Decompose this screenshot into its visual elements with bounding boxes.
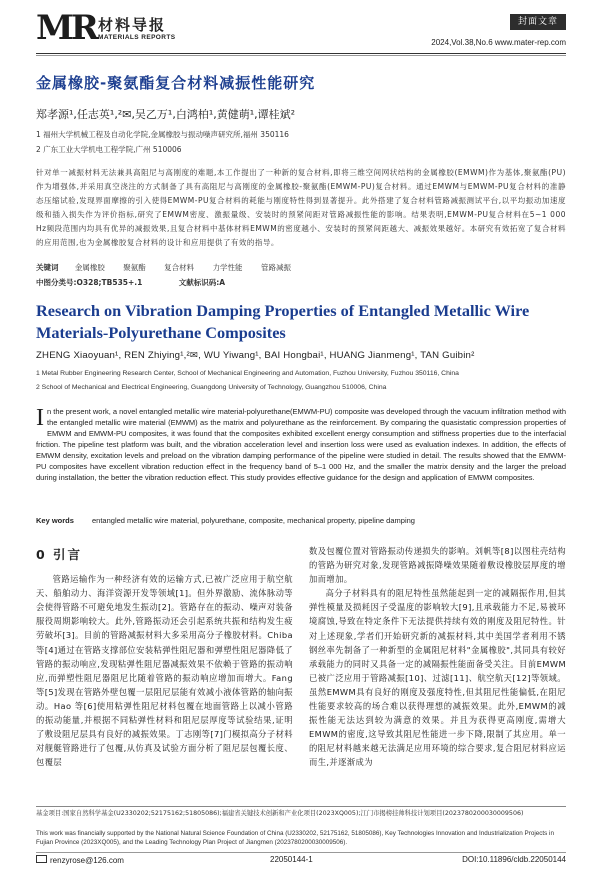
body-paragraph: 数及包覆位置对管路振动传递损失的影响。刘帆等[8]以图柱壳结构的管路为研究对象,发现管路减振降噪效果随着敷设橡胶层厚度的增加而增加。 bbox=[309, 546, 566, 585]
clc-value: O328;TB535+.1 bbox=[76, 278, 143, 287]
footer-divider bbox=[36, 852, 566, 853]
header-divider-thin bbox=[36, 55, 566, 56]
affiliation-cn-1: 1 福州大学机械工程及自动化学院,金属橡胶与振动噪声研究所,福州 350116 bbox=[36, 130, 289, 139]
keywords-en bbox=[36, 516, 415, 525]
footnote-divider bbox=[36, 806, 566, 807]
section-tag: 封面文章 bbox=[510, 14, 566, 30]
keyword-cn: 聚氨酯 bbox=[123, 263, 146, 272]
title-en: Research on Vibration Damping Properties of Entangled Metallic Wire Materials-Polyurethane Composites bbox=[36, 301, 530, 342]
journal-name-cn: 材料导报 bbox=[98, 16, 167, 34]
affiliation-en-2: 2 School of Mechanical and Electrical Engineering, Guangdong University of Technology, Guangzhou 510006, China bbox=[36, 384, 387, 391]
keyword-cn: 金属橡胶 bbox=[74, 263, 105, 272]
classification-line bbox=[36, 277, 225, 288]
clc-label: 中图分类号: bbox=[36, 278, 77, 287]
authors-cn: 郑孝源¹,任志英¹,²✉,吴乙万¹,白鸿柏¹,黄健萌¹,谭桂斌² bbox=[36, 108, 296, 121]
keyword-cn: 复合材料 bbox=[164, 263, 195, 272]
section-heading: 0 引言 bbox=[36, 547, 83, 562]
doc-code-value: A bbox=[219, 278, 226, 287]
affiliation-cn-2: 2 广东工业大学机电工程学院,广州 510006 bbox=[36, 145, 182, 154]
abstract-cn: 针对单一减振材料无法兼具高阻尼与高刚度的难题,本工作提出了一种新的复合材料,即将三维空间网状结构的金属橡胶(EMWM)作为基体,聚氨酯(PU)作为增强体,并采用真空浇注的方式制备了具有高阻尼与高刚度的金属橡胶-聚氨酯(EMWM-PU)复合材料。通过EMWM与EMWM-PU复合材料的准静态压缩试验,发现界面摩擦的引入使得EMWM-PU复合材料的耗能与刚度特性得到显著提升。此外搭建了复合材料管路减振测试平台,以平均振动加速度级和插入损失作为评价指标,研究了EMWM密度、激振量级、安装时的预紧间距对管路减振性能的影响。结果表明,EMWM-PU复合材料在5~1 000 Hz频段范围内均具有优异的减振效果,且复合材料中基体材料EMWM的密度越小、安装时的预紧间距越大、减振效果越好。本研究有效拓宽了复合材料的应用范围,也为金属橡胶复合材料的设计和应用提供了有效的指导。 bbox=[36, 168, 566, 247]
header-divider bbox=[36, 53, 566, 54]
footer-email-text[interactable]: renzyrose@126.com bbox=[50, 856, 124, 865]
abstract-en-text: n the present work, a novel entangled metallic wire material-polyurethane(EMWM-PU) composite was developed through the vacuum infiltration method with the entangled metallic wire material (EMWM) as the matrix and polyurethane as the reinforcement. By comparing the quasistatic compression properties of EMWM and EMWM-PU composites, it was found that the composites exhibited excellent energy consumption and stiffness properties due to the interfacial friction. The pipeline test platform was built, and the vibration acceleration level and insertion loss were used as evaluation indexes. In addition, the effects of EMWM density, excitation levels and preload on the vibration damping performance of the pipeline were studied in detail. The results showed that the EMWM-PU composites have excellent vibration reduction effect in the frequency band of 5–1 000 Hz, and the smaller the matrix density and the larger the preload during installation, the better the vibration reduction effect. This study provides effective guidance for the design and application of EMWM composites. bbox=[36, 407, 566, 482]
funding-cn: 基金项目:国家自然科学基金(U2330202;52175162;51805086);福建省关键技术创新和产业化项目(2023XQ005);江门市揭榜挂帅科技计划项目(2023780200030009506) bbox=[36, 810, 524, 817]
body-column-right bbox=[309, 544, 566, 770]
doc-code-label: 文献标识码: bbox=[178, 278, 220, 287]
journal-logo-mark: MR bbox=[36, 8, 96, 48]
funding-en: This work was financially supported by the National Natural Science Foundation of China (U2330202, 52175162, 51805086), Key Technologies Innovation and Industrialization Projects in Fujian Province (2023XQ005), and the Leading Technology Plan Project of Jiangmen (2023780200030009506). bbox=[36, 830, 554, 846]
body-paragraph: 高分子材料具有的阻尼特性虽然能起到一定的减隔振作用,但其弹性模量及损耗因子受温度的影响较大[9],且承载能力不足,易被环境腐蚀,导致在特定条件下无法提供持续有效的刚度及阻尼特性。针对上述现象,学者们开始研究新的减振材料,其中美国学者利用不锈钢丝率先制备了一种新型的金属阻尼材料"金属橡胶",其同具有较好承载能力的同时又具备一定的减隔振性能面备受关注。目前EMWM已被广泛应用于管路减振[10]、过滤[11]、航空航天[12]等领域。虽然EMWM具有良好的刚度及强度特性,但其阻尼性能偏低,在阻尼性能要求较高的场合难以获得理想的减振效果。此外,EMWM的减振性能无法达到较为满意的效果。并且为获得更高刚度,需增大EMWM的密度,这导致其阻尼性能进一步下降,限制了其应用。单一的阻尼材料越来越无法满足应用环境的综合要求,复合阻尼材料应运而生,并逐渐成为 bbox=[309, 588, 566, 768]
keywords-cn bbox=[36, 262, 307, 273]
footer-page-code: 22050144-1 bbox=[270, 855, 313, 864]
footer-email[interactable] bbox=[36, 855, 124, 865]
affiliation-en-1: 1 Metal Rubber Engineering Research Center, School of Mechanical Engineering and Automation, Fuzhou University, Fuzhou 350116, China bbox=[36, 370, 459, 377]
footer-doi[interactable]: DOI:10.11896/cldb.22050144 bbox=[462, 855, 566, 864]
keywords-cn-label: 关键词 bbox=[36, 263, 59, 272]
title-cn: 金属橡胶-聚氨酯复合材料减振性能研究 bbox=[36, 74, 316, 92]
issue-line: 2024,Vol.38,No.6 www.mater-rep.com bbox=[431, 38, 566, 47]
authors-en: ZHENG Xiaoyuan¹, REN Zhiying¹,²✉, WU Yiwang¹, BAI Hongbai¹, HUANG Jianmeng¹, TAN Guibin² bbox=[36, 350, 475, 361]
keyword-cn: 管路减振 bbox=[260, 263, 291, 272]
abstract-en bbox=[36, 406, 566, 483]
keyword-cn: 力学性能 bbox=[212, 263, 243, 272]
abstract-dropcap: I bbox=[36, 405, 44, 431]
keywords-en-label: Key words bbox=[36, 516, 74, 525]
mail-icon bbox=[36, 855, 47, 863]
body-column-left bbox=[36, 540, 293, 769]
journal-name-en: MATERIALS REPORTS bbox=[98, 34, 176, 41]
body-paragraph: 管路运输作为一种经济有效的运输方式,已被广泛应用于航空航天、船舶动力、海洋资源开发等领域[1]。但外界激励、流体脉动等会使得管路不可避免地发生振动[2]。管路存在的振动、噪声对装备服役周期影响较大。此外,管路振动还会引起系统共振和结构发生疲劳破坏[3]。目前的管路减振材料大多采用高分子橡胶材料。Chiba 等[4]通过在管路支撑部位安装粘弹性阻尼器和弹塑性阻尼器降低了管路的振动响应,发现粘弹性阻尼器减振效果不依赖于管路的振动响应,而弹塑性阻尼器阻尼比随着管路的振动响应增加而增大。Fang 等[5]发现在管路外壁包覆一层阻尼层能有效减小液体管路的轴向振动。Hao 等[6]使用粘弹性阻尼材料包覆在地面管路上以减小管路的振动能量,并根据不同粘弹性材料和阻尼层厚度等试验结果,证明了敷设阻尼层具有良好的减振效果。丁志刚等[7]门模拟高分子材料对舰艇管路进行了包覆,从仿真及试验方面分析了阻尼层包覆长度、包覆层 bbox=[36, 574, 293, 768]
keywords-en-value: entangled metallic wire material, polyurethane, composite, mechanical property, pipeline damping bbox=[92, 516, 415, 525]
